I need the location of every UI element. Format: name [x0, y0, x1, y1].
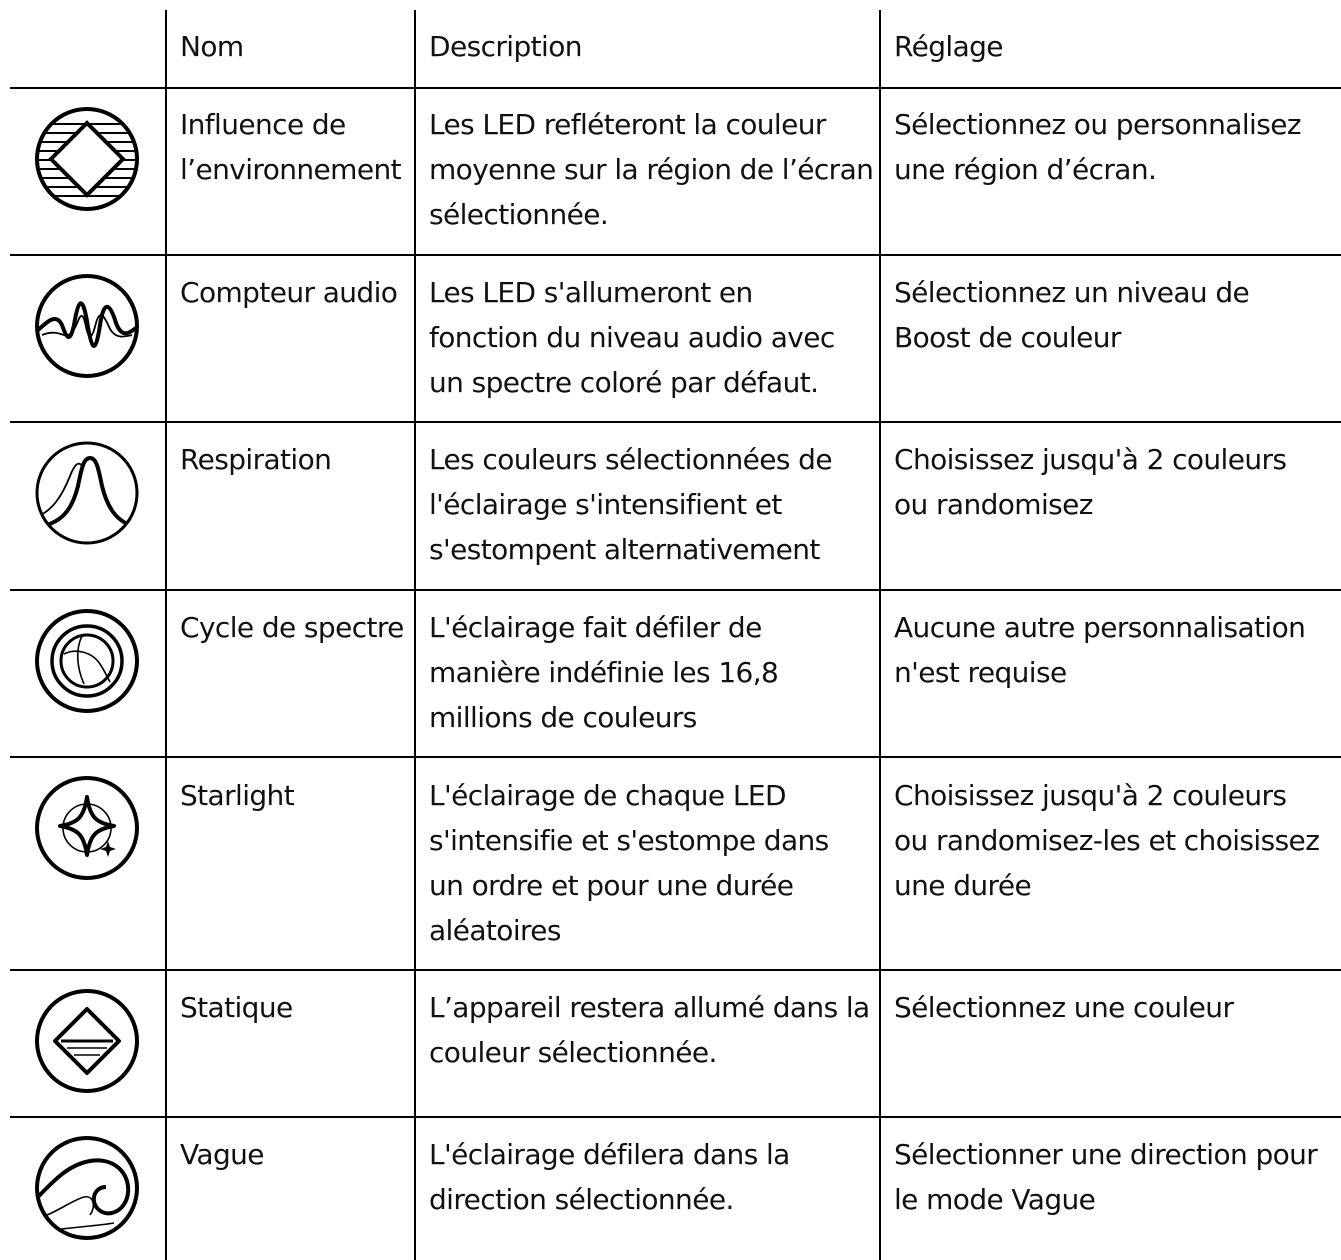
mode-description: L'éclairage de chaque LED s'intensifie et s'estompe dans un ordre et pour une durée aléatoires — [429, 779, 829, 947]
wave-icon — [34, 1135, 140, 1241]
row-divider — [10, 421, 1341, 423]
mode-name: Statique — [180, 991, 293, 1024]
mode-description: L’appareil restera allumé dans la couleur sélectionnée. — [429, 991, 870, 1069]
header-name: Nom — [180, 30, 244, 63]
mode-name: Respiration — [180, 443, 332, 476]
mode-setting: Sélectionner une direction pour le mode Vague — [894, 1138, 1318, 1216]
mode-name: Starlight — [180, 779, 295, 812]
row-divider — [10, 87, 1341, 89]
column-divider-2 — [414, 10, 416, 1260]
row-divider — [10, 756, 1341, 758]
mode-name: Influence de l’environnement — [180, 108, 401, 186]
mode-description: L'éclairage fait défiler de manière indéfinie les 16,8 millions de couleurs — [429, 611, 779, 734]
column-divider-1 — [165, 10, 167, 1260]
mode-name: Cycle de spectre — [180, 611, 404, 644]
mode-name: Vague — [180, 1138, 264, 1171]
mode-setting: Aucune autre personnalisation n'est requise — [894, 611, 1306, 689]
starlight-icon — [34, 775, 140, 881]
row-divider — [10, 589, 1341, 591]
header-setting: Réglage — [894, 30, 1003, 63]
mode-setting: Choisissez jusqu'à 2 couleurs ou randomisez-les et choisissez une durée — [894, 779, 1320, 902]
mode-setting: Sélectionnez un niveau de Boost de couleur — [894, 276, 1250, 354]
header-description: Description — [429, 30, 582, 63]
mode-description: Les LED s'allumeront en fonction du niveau audio avec un spectre coloré par défaut. — [429, 276, 835, 399]
audio-meter-icon — [34, 273, 140, 379]
mode-name: Compteur audio — [180, 276, 398, 309]
ambient-awareness-icon — [34, 106, 140, 212]
mode-description: Les couleurs sélectionnées de l'éclairage s'intensifient et s'estompent alternativement — [429, 443, 832, 566]
mode-setting: Sélectionnez ou personnalisez une région d’écran. — [894, 108, 1301, 186]
static-icon — [34, 988, 140, 1094]
row-divider — [10, 1116, 1341, 1118]
row-divider — [10, 969, 1341, 971]
mode-description: L'éclairage défilera dans la direction sélectionnée. — [429, 1138, 790, 1216]
column-divider-3 — [879, 10, 881, 1260]
breathing-icon — [34, 440, 140, 546]
mode-description: Les LED refléteront la couleur moyenne sur la région de l’écran sélectionnée. — [429, 108, 874, 231]
spectrum-cycling-icon — [34, 608, 140, 714]
mode-setting: Sélectionnez une couleur — [894, 991, 1234, 1024]
row-divider — [10, 254, 1341, 256]
mode-setting: Choisissez jusqu'à 2 couleurs ou randomisez — [894, 443, 1287, 521]
